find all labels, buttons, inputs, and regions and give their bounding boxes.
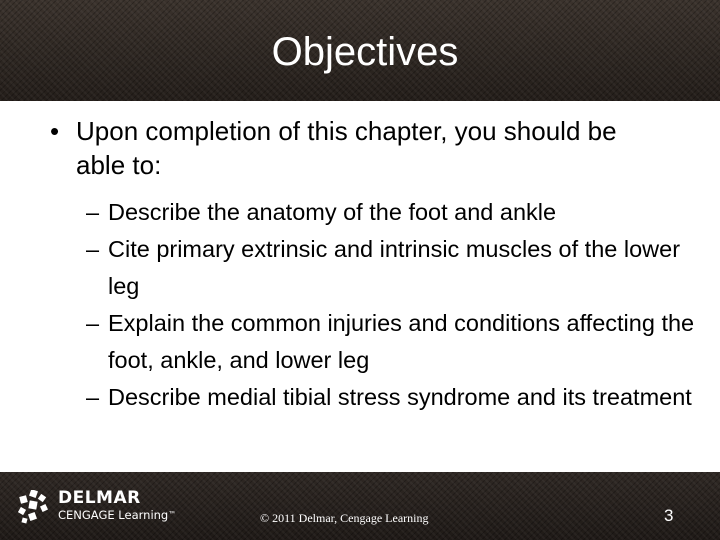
delmar-cengage-logo xyxy=(16,488,186,528)
trademark-mark: ™ xyxy=(168,510,177,519)
delmar-logo-icon xyxy=(16,490,52,524)
sub-item-text: Describe medial tibial stress syndrome and its treatment xyxy=(108,384,692,410)
logo-bottom-text: CENGAGE Learning xyxy=(58,508,169,522)
sub-item-marker: – xyxy=(86,310,100,336)
bullet-marker: • xyxy=(50,116,60,146)
sub-item-marker: – xyxy=(86,199,100,225)
sub-item-text: Explain the common injuries and conditions affecting the foot, ankle, and lower leg xyxy=(108,310,695,373)
logo-wordmark-bottom xyxy=(58,508,176,522)
sub-item xyxy=(86,194,696,231)
sub-item xyxy=(86,379,696,416)
sub-item-text: Describe the anatomy of the foot and ankle xyxy=(108,199,557,225)
copyright-notice: © 2011 Delmar, Cengage Learning xyxy=(260,511,429,525)
sub-item-marker: – xyxy=(86,384,100,410)
sub-item-marker: – xyxy=(86,236,100,262)
sub-item xyxy=(86,305,696,379)
main-bullet-text: Upon completion of this chapter, you should be able to: xyxy=(76,116,617,180)
slide-title: Objectives xyxy=(271,30,459,74)
sub-item xyxy=(86,231,696,305)
page-number: 3 xyxy=(664,506,674,525)
logo-wordmark-top: DELMAR xyxy=(58,488,141,508)
main-bullet xyxy=(50,114,670,182)
sub-item-text: Cite primary extrinsic and intrinsic muscles of the lower leg xyxy=(108,236,681,299)
